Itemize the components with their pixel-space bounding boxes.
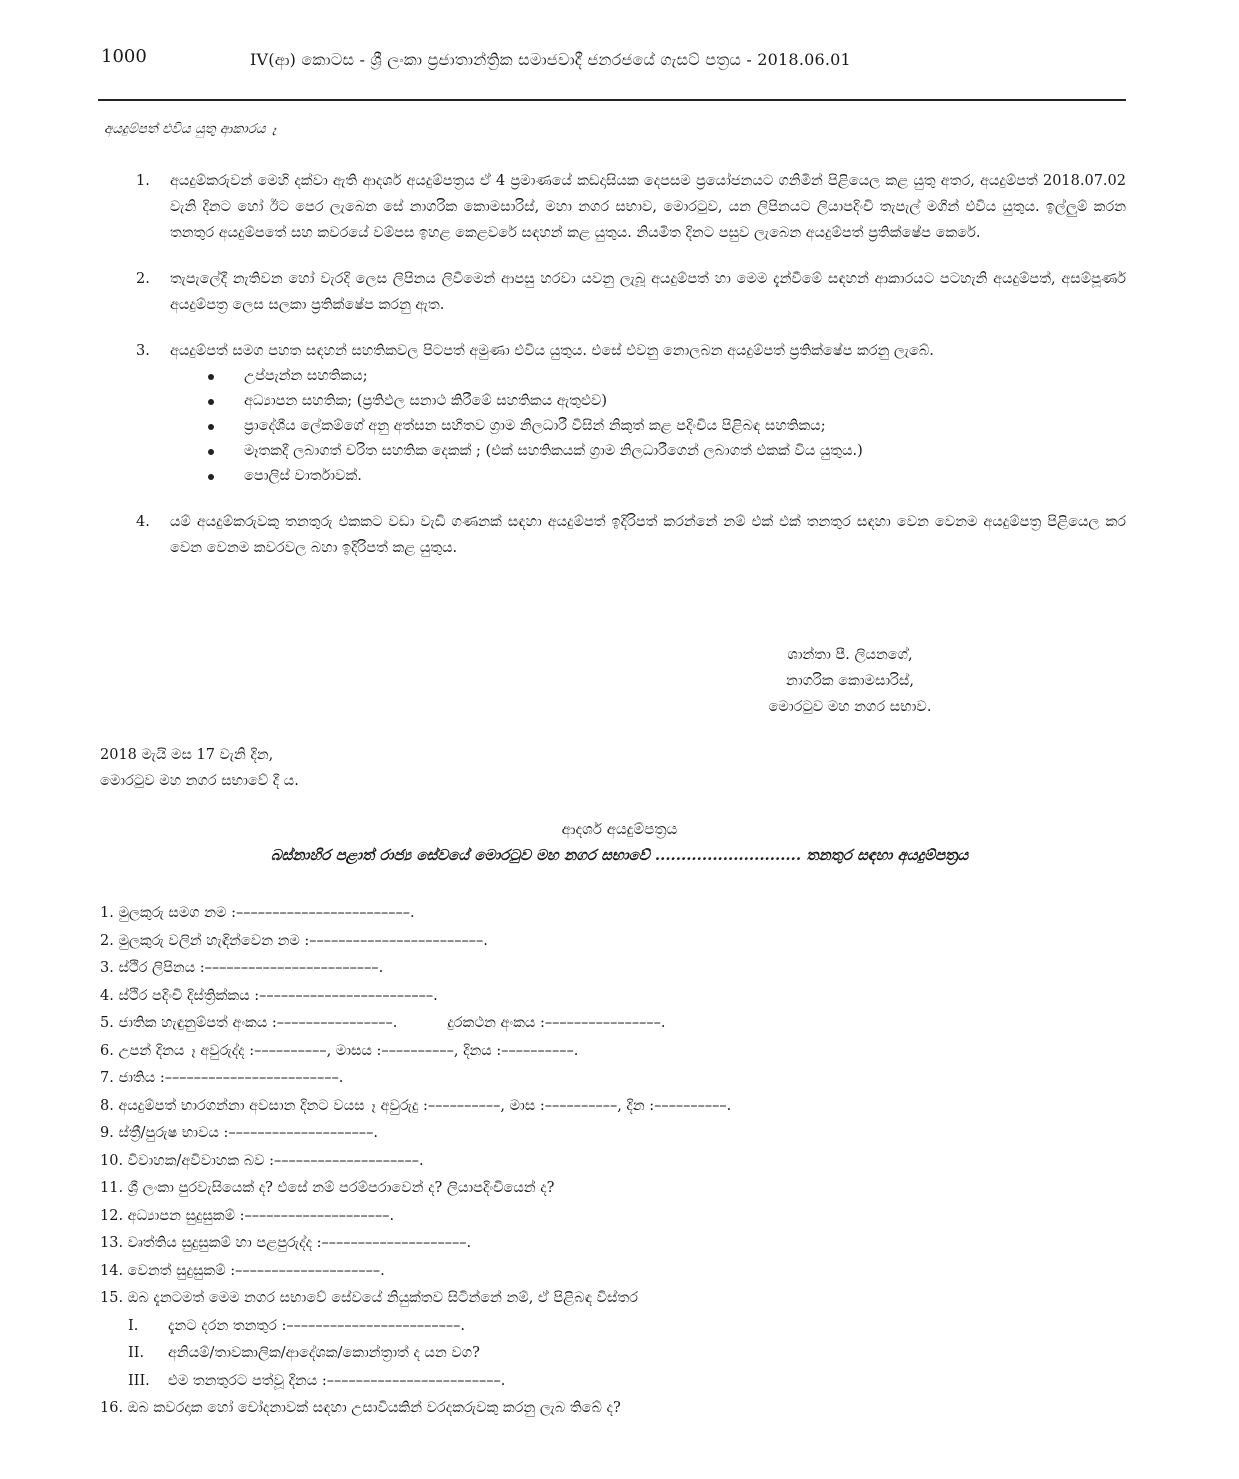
subfield-number: I.	[128, 1317, 139, 1334]
subfield-text: එම තනතුරට පත්වූ දිනය :––––––––––––––––––––––––.	[168, 1372, 506, 1389]
form-field: 7. ජාතිය :––––––––––––––––––––––––.	[100, 1070, 344, 1086]
list-item-text: පොලිස් වාර්තාවක්.	[244, 468, 362, 484]
bullet-icon	[208, 424, 214, 430]
form-field: 9. ස්ත්‍රී/පුරුෂ භාවය :––––––––––––––––––––.	[100, 1125, 379, 1141]
bullet-icon	[208, 399, 214, 405]
form-field: 10. විවාහක/අවිවාහක බව :––––––––––––––––––––.	[100, 1152, 424, 1169]
signatory-title: නාගරික කොමසාරිස්,	[786, 673, 914, 689]
subfield-text: දැනට දරන තනතුර :––––––––––––––––––––––––.	[168, 1317, 466, 1334]
rule-body	[170, 338, 1126, 489]
subfield-text: අනියම්/තාවකාලික/ආදේශක/කොන්ත්‍රාත් ද යන වග?	[168, 1345, 480, 1361]
date-block	[100, 742, 299, 794]
form-field: 2. මුලකුරු වලින් හැඳින්වෙන නම :––––––––––––––––––––––––.	[100, 932, 488, 949]
signatory-office: මොරටුව මහ නගර සභාව.	[768, 699, 932, 715]
list-item	[208, 464, 1126, 489]
gazette-header-title: IV(ආ) කොටස - ශ්‍රී ලංකා ප්‍රජාතාන්ත්‍රික සමාජවාදී ජනරජයේ ගැසට් පත්‍රය - 2018.06.01	[250, 50, 851, 69]
form-field	[100, 1010, 1130, 1038]
rule-text: අයදුම්කරුවන් මෙහි දක්වා ඇති ආදර්ශ අයදුම්පත්‍රය ඒ 4 ප්‍රමාණයේ කඩදාසියක දෙපසම ප්‍රයෝජනයට ගනිමින් පිළියෙල කළ යුතු අතර, අයදුම්පත් 2018.07.02 වැනි දිනට හෝ ඊට පෙර ලැබෙන සේ නාගරික කොමසාරිස්, මහා නගර සභාව, මොරටුව, යන ලිපිනයට ලියාපදිංචි තැපැල් මගින් එවිය යුතුය. ඉල්ලුම් කරන තනතුර අයදුම්පතේ සහ කවරයේ වම්පස ඉහළ කෙළවරේ සඳහන් කළ යුතුය. නියමිත දිනට පසුව ලැබෙන අයදුම්පත් ප්‍රතික්ෂේප කෙරේ.	[170, 173, 1126, 241]
rule-item	[136, 338, 1126, 489]
form-field: 15. ඔබ දැනටමත් මෙම නගර සභාවේ සේවයේ නියුක්තව සිටින්නේ නම්, ඒ පිළිබඳ විස්තර	[100, 1290, 638, 1306]
rule-text: අයදුම්පත් සමග පහත සඳහන් සහතිකවල පිටපත් අමුණා එවිය යුතුය. එසේ එවනු නොලබන අයදුම්පත් ප්‍රතික්ෂේප කරනු ලැබේ.	[170, 343, 934, 359]
bullet-icon	[208, 374, 214, 380]
form-fields	[100, 900, 1130, 1423]
form-field: 1. මුලකුරු සමග නම :––––––––––––––––––––––––.	[100, 905, 415, 921]
list-item	[208, 364, 1126, 389]
form-subfield	[100, 1313, 1130, 1341]
rule-number: 3.	[136, 343, 150, 359]
list-item-text: ප්‍රාදේශීය ලේකම්ගේ අනු අත්සන සහිතව ග්‍රාම නිලධාරී විසින් නිකුත් කළ පදිංචිය පිළිබඳ සහතිකය;	[244, 418, 826, 434]
form-field: 3. ස්ථිර ලිපිනය :––––––––––––––––––––––––.	[100, 960, 384, 976]
form-subfield	[100, 1340, 1130, 1368]
bullet-icon	[208, 474, 214, 480]
form-subtitle: බස්නාහිර පළාත් රාජ්‍ය සේවයේ මොරටුව මහ නගර සභාවේ ............................ තනතුර සඳහා අයදුම්පත්‍රය	[270, 846, 969, 864]
application-method-heading: අයදුම්පත් එවිය යුතු ආකාරය ෑ	[104, 121, 277, 137]
subfield-number: II.	[128, 1345, 145, 1361]
form-field: 6. උපන් දිනය ෑ අවුරුද්ද :––––––––––, මාසය :––––––––––, දිනය :––––––––––.	[100, 1042, 579, 1059]
form-field: 16. ඔබ කවරදාක හෝ චෝදනාවක් සඳහා උසාවියකින් වරදකරුවකු කරනු ලැබ තිබේ ද?	[100, 1400, 621, 1416]
rule-number: 1.	[136, 173, 150, 189]
issue-place: මොරටුව මහ නගර සභාවේ දී ය.	[100, 773, 299, 789]
list-item	[208, 414, 1126, 439]
form-field: 4. ස්ථිර පදිංචි දිස්ත්‍රික්කය :––––––––––––––––––––––––.	[100, 987, 438, 1004]
rule-number: 4.	[136, 514, 150, 530]
rule-item	[136, 266, 1126, 318]
form-field: 11. ශ්‍රී ලංකා පුරවැසියෙක් ද? එසේ නම් පරම්පරාවෙන් ද? ලියාපදිංචියෙන් ද?	[100, 1180, 555, 1196]
form-subfield	[100, 1368, 1130, 1396]
rule-item	[136, 509, 1126, 561]
rules-list	[136, 168, 1126, 581]
list-item-text: උප්පැන්න සහතිකය;	[244, 368, 368, 384]
certificate-list	[170, 364, 1126, 489]
form-field: 8. අයදුම්පත් භාරගන්නා අවසාන දිනට වයස ෑ අවුරුදු :––––––––––, මාස :––––––––––, දින :––––––––––.	[100, 1097, 732, 1114]
issue-date: 2018 මැයි මස 17 වැනි දින,	[100, 747, 274, 763]
header-divider	[98, 99, 1126, 101]
phone-field-label: දුරකථන අංකය :––––––––––––––––.	[447, 1015, 666, 1031]
form-field: 13. වෘත්තිය සුදුසුකම් හා පළපුරුද්ද :––––––––––––––––––––.	[100, 1235, 472, 1251]
nic-field-label: 5. ජාතික හැඳුනුම්පත් අංකය :––––––––––––––––.	[100, 1015, 398, 1031]
rule-text: තැපැලේදී නැතිවන හෝ වැරදි ලෙස ලිපිනය ලිවීමෙන් ආපසු හරවා යවනු ලැබූ අයදුම්පත් හා මෙම දැන්වීමේ සඳහන් ආකාරයට පටහැනි අයදුම්පත්, අසම්පූර්ණ අයදුම්පත්‍ර ලෙස සලකා ප්‍රතික්ෂේප කරනු ඇත.	[170, 271, 1126, 313]
list-item-text: අධ්‍යාපන සහතික; (ප්‍රතිඵල සනාථ කිරීමේ සහතිකය ඇතුළුව)	[244, 393, 607, 409]
list-item	[208, 439, 1126, 464]
form-title: ආදර්ශ අයදුම්පත්‍රය	[561, 820, 678, 838]
page-number: 1000	[101, 46, 147, 67]
bullet-icon	[208, 449, 214, 455]
list-item-text: මෑතකදී ලබාගත් චරිත සහතික දෙකක් ; (එක් සහතිකයක් ග්‍රාම නිලධාරීගෙන් ලබාගත් එකක් විය යුතුය.)	[244, 443, 863, 459]
signature-block	[730, 642, 970, 720]
form-field: 12. අධ්‍යාපන සුදුසුකම් :––––––––––––––––––––.	[100, 1207, 395, 1224]
form-field: 14. වෙනත් සුදුසුකම් :––––––––––––––––––––.	[100, 1262, 385, 1279]
signatory-name: ශාන්තා පී. ලියනගේ,	[787, 647, 913, 663]
rule-text: යම් අයදුම්කරුවකු තනතුරු එකකට වඩා වැඩි ගණනක් සඳහා අයදුම්පත් ඉදිරිපත් කරන්නේ නම් එක් එක් තනතුර සඳහා වෙන වෙනම අයදුම්පත්‍ර පිළියෙල කර වෙන වෙනම කවරවල බහා ඉදිරිපත් කළ යුතුය.	[170, 514, 1126, 556]
subfield-number: III.	[128, 1372, 150, 1389]
list-item	[208, 389, 1126, 414]
rule-number: 2.	[136, 271, 150, 287]
rule-item	[136, 168, 1126, 246]
